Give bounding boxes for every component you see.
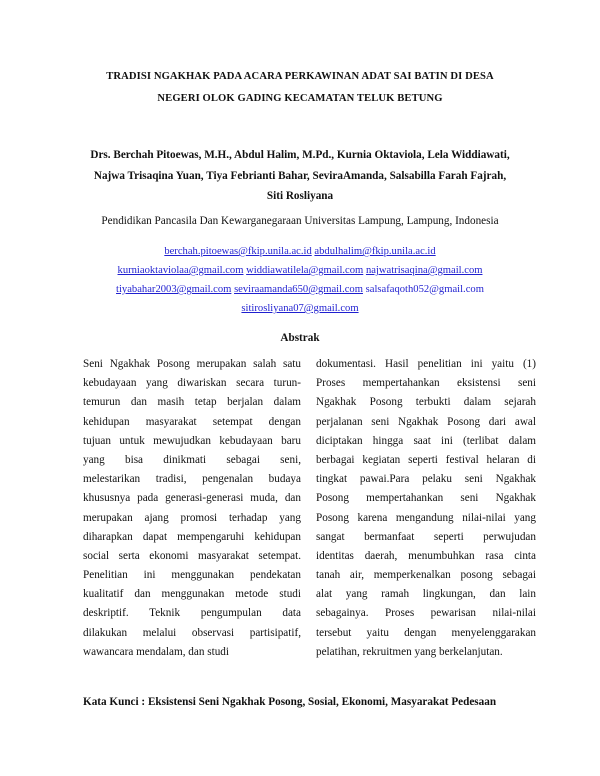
abstract-column-right <box>316 355 536 662</box>
abstract-column-left <box>83 355 301 662</box>
abstract-line: kehidupan masyarakat setempat dengan <box>83 415 301 428</box>
abstract-line: Ngakhak Posong terbukti dalam sejarah <box>316 396 536 409</box>
abstract-line: kebudayaan yang diwariskan secara turun- <box>83 377 301 390</box>
author-line: Drs. Berchah Pitoewas, M.H., Abdul Halim, M.Pd., Kurnia Oktaviola, Lela Widdiawati, <box>90 149 510 161</box>
abstract-line: dilakukan melalui observasi partisipatif, <box>83 626 301 639</box>
abstract-line: pelatihan, rekruitmen yang berkelanjutan. <box>316 645 503 658</box>
email-text: salsafaqoth052@gmail.com <box>365 284 484 295</box>
abstract-line: tingkat pawai.Para pelaku seni Ngakhak <box>316 473 536 486</box>
abstract-line: tersebut yaitu dengan menyelenggarakan <box>316 626 536 639</box>
abstract-line: alat yang ramah lingkungan, dan lain <box>316 588 536 601</box>
author-list <box>40 145 560 207</box>
abstract-line: diciptakan hingga saat ini (terlibat dalam <box>316 434 536 447</box>
email-link[interactable]: widdiawatilela@gmail.com <box>246 265 364 276</box>
abstract-line: temurun dan masih tetap berjalan dalam <box>83 396 301 409</box>
email-link[interactable]: najwatrisaqina@gmail.com <box>365 265 483 276</box>
abstract-line: Proses mempertahankan eksistensi seni <box>316 377 536 390</box>
abstract-line: Posong karena mengandung nilai-nilai yang <box>316 511 536 524</box>
abstract-line: Penelitian ini menggunakan pendekatan <box>83 569 301 582</box>
email-link[interactable]: abdulhalim@fkip.unila.ac.id <box>314 246 436 257</box>
affiliation: Pendidikan Pancasila Dan Kewarganegaraan Universitas Lampung, Lampung, Indonesia <box>101 215 499 227</box>
abstract-line: sangat bermanfaat seperti perwujudan <box>316 530 536 543</box>
keywords: Kata Kunci : Eksistensi Seni Ngakhak Posong, Sosial, Ekonomi, Masyarakat Pedesaan <box>83 696 497 708</box>
title-line: TRADISI NGAKHAK PADA ACARA PERKAWINAN ADAT SAI BATIN DI DESA <box>106 71 494 82</box>
abstract-line: Posong mempertahankan seni Ngakhak <box>316 492 536 505</box>
abstract-line: khususnya pada generasi-generasi muda, dan <box>83 492 301 505</box>
email-link[interactable]: kurniaoktaviolaa@gmail.com <box>117 265 244 276</box>
email-link[interactable]: tiyabahar2003@gmail.com <box>116 284 232 295</box>
abstract-line: diharapkan dapat mempengaruhi kehidupan <box>83 530 301 543</box>
abstract-heading: Abstrak <box>280 332 320 344</box>
email-line <box>40 280 560 299</box>
abstract-line: deskriptif. Teknik pengumpulan data <box>83 607 301 620</box>
abstract-line: identitas daerah, menumbuhkan rasa cinta <box>316 549 536 562</box>
abstract-line: wawancara mendalam, dan studi <box>83 645 230 658</box>
author-line: Siti Rosliyana <box>266 190 334 202</box>
abstract-line: Seni Ngakhak Posong merupakan salah satu <box>83 358 301 370</box>
email-line <box>40 261 560 280</box>
email-line <box>40 242 560 261</box>
paper-title <box>40 66 560 110</box>
abstract-line: yang bisa dinikmati sebagai seni, <box>83 453 301 466</box>
email-list <box>40 242 560 318</box>
author-line: Najwa Trisaqina Yuan, Tiya Febrianti Bahar, SeviraAmanda, Salsabilla Farah Fajrah, <box>93 169 507 182</box>
abstract-line: social serta ekonomi masyarakat setempat. <box>83 549 301 562</box>
abstract-line: berbagai kegiatan seperti festival helaran di <box>316 453 536 466</box>
abstract-line: perjalanan seni Ngakhak Posong dari awal <box>316 415 536 428</box>
abstract-line: tanah air, memperkenalkan posong sebagai <box>316 569 536 582</box>
email-link[interactable]: berchah.pitoewas@fkip.unila.ac.id <box>164 246 312 257</box>
abstract-line: dokumentasi. Hasil penelitian ini yaitu (1) <box>316 358 536 370</box>
abstract-line: melestarikan tradisi, pengenalan budaya <box>83 473 301 486</box>
email-line <box>40 299 560 318</box>
email-link[interactable]: sitirosliyana07@gmail.com <box>241 303 359 314</box>
abstract-line: merupakan ajang promosi terhadap yang <box>83 511 301 524</box>
email-link[interactable]: seviraamanda650@gmail.com <box>234 284 363 295</box>
abstract-line: kualitatif dan menggunakan metode studi <box>83 588 301 601</box>
title-line: NEGERI OLOK GADING KECAMATAN TELUK BETUNG <box>157 93 443 104</box>
abstract-line: sebagainya. Proses pewarisan nilai-nilai <box>316 607 536 620</box>
abstract-line: tujuan untuk mewujudkan kebudayaan baru <box>83 434 301 447</box>
